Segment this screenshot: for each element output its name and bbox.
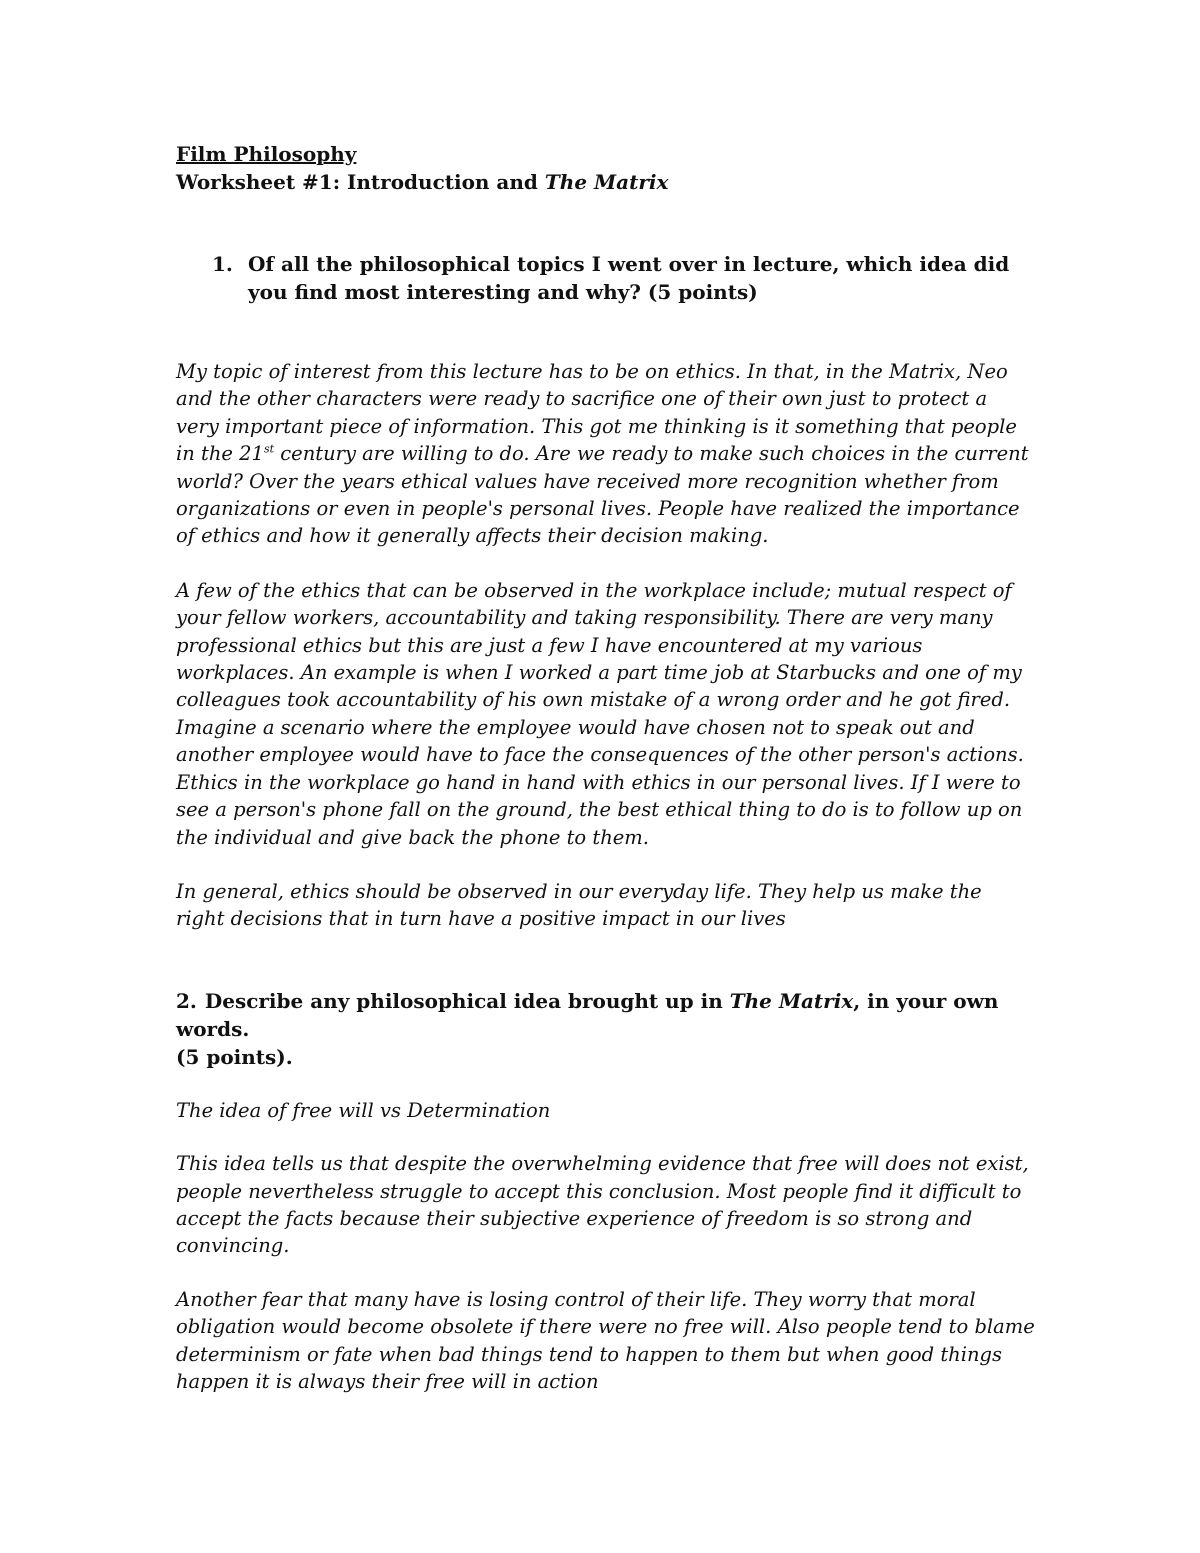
answer-1-paragraph-1-part-b: century are willing to do. Are we ready to make such choices in the current world? Over the years ethical values have received more recognition whether from organizations or even in people's personal lives. People have realized the importance of ethics and how it generally affects their decision making. — [176, 442, 1029, 548]
question-2-points: (5 points). — [176, 1044, 293, 1069]
question-2 — [176, 987, 1036, 1071]
answer-1-paragraph-1-part-a: My topic of interest from this lecture has to be on ethics. In that, in the Matrix, Neo and the other characters were ready to sacrifice one of their own just to protect a very important piece of information. This got me thinking is it something that people in the 21 — [176, 360, 1017, 466]
answer-1-paragraph-3: In general, ethics should be observed in our everyday life. They help us make the right decisions that in turn have a positive impact in our lives — [176, 879, 982, 931]
worksheet-subtitle — [176, 168, 1036, 196]
question-1-text: Of all the philosophical topics I went over in lecture, which idea did you find most interesting and why? (5 points) — [248, 252, 1010, 304]
document-title: Film Philosophy — [176, 142, 357, 166]
ordinal-suffix: st — [263, 442, 275, 456]
question-2-film-title: The Matrix — [729, 988, 854, 1013]
question-1-number: 1. — [212, 252, 233, 276]
document-page — [176, 140, 1036, 1395]
worksheet-subtitle-text: Worksheet #1: Introduction and — [176, 170, 545, 194]
answer-2-paragraph-1: The idea of free will vs Determination — [176, 1098, 551, 1122]
film-title: The Matrix — [544, 170, 669, 194]
answer-1-paragraph-2: A few of the ethics that can be observed in the workplace include; mutual respect of your fellow workers, accountability and taking responsibility. There are very many professional ethics but this are just a few I have encountered at my various workplaces. An example is when I worked a part time job at Starbucks and one of my colleagues took accountability of his own mistake of a wrong order and he got fired. Imagine a scenario where the employee would have chosen not to speak out and another employee would have to face the consequences of the other person's actions. Ethics in the workplace go hand in hand with ethics in our personal lives. If I were to see a person's phone fall on the ground, the best ethical thing to do is to follow up on the individual and give back the phone to them. — [176, 578, 1024, 849]
question-1 — [176, 250, 1036, 306]
question-2-text-b: , in your own words. — [176, 988, 999, 1041]
answer-2-paragraph-3: Another fear that many have is losing control of their life. They worry that moral obligation would become obsolete if there were no free will. Also people tend to blame determinism or fate when bad things tend to happen to them but when good things happen it is always their free will in action — [176, 1287, 1035, 1393]
question-2-number: 2. — [176, 988, 197, 1013]
answer-1-paragraph-1 — [176, 358, 1036, 550]
answer-2-paragraph-2: This idea tells us that despite the overwhelming evidence that free will does not exist, people nevertheless struggle to accept this conclusion. Most people find it difficult to accept the facts because their subjective experience of freedom is so strong and convincing. — [176, 1152, 1029, 1258]
question-2-text-a: Describe any philosophical idea brought up in — [204, 988, 730, 1013]
